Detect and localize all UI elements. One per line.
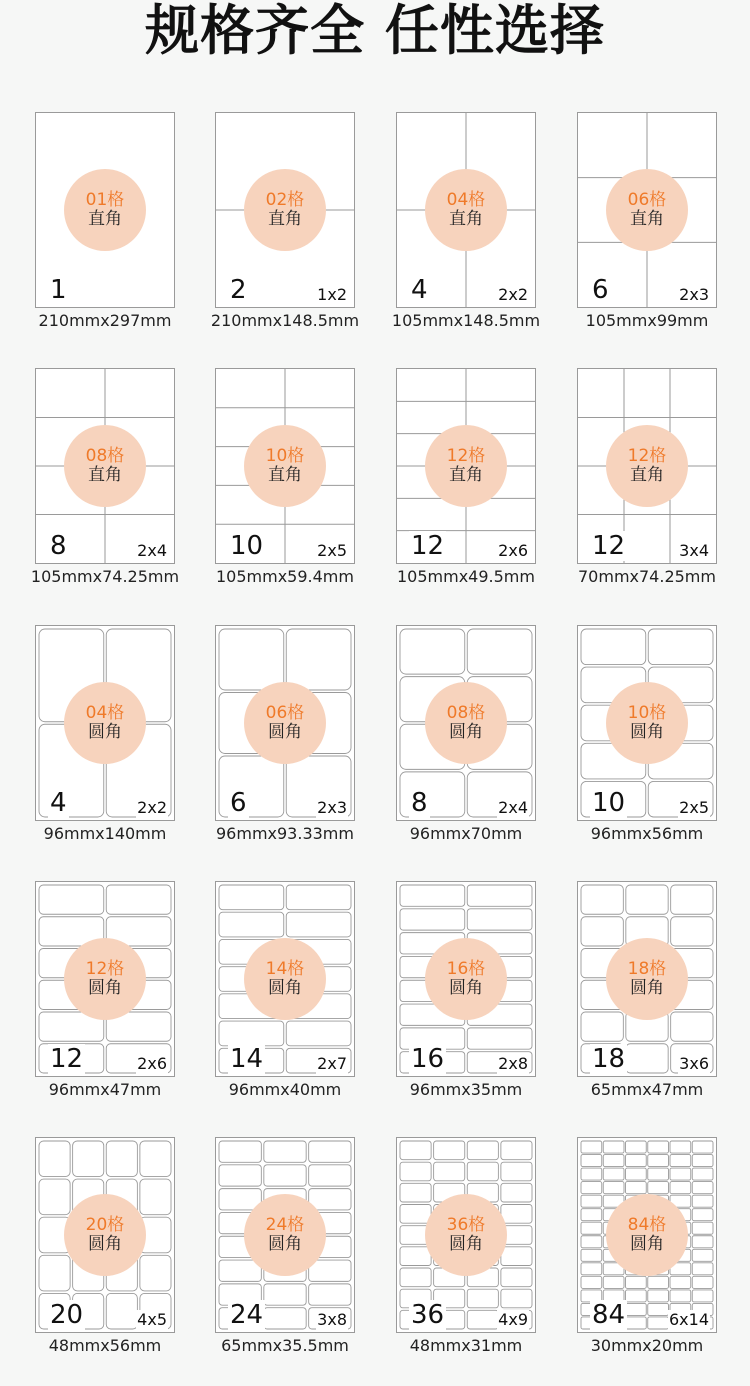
label-count-number: 8 — [411, 788, 428, 818]
sheet-preview — [396, 625, 536, 821]
label-count-badge — [244, 169, 326, 251]
label-slot — [286, 912, 351, 937]
label-slot — [581, 1141, 602, 1153]
badge-corner-text: 圆角 — [630, 1234, 664, 1254]
badge-corner-text: 圆角 — [268, 1234, 302, 1254]
page-title: 规格齐全 任性选择 — [145, 0, 605, 62]
badge-count-text: 18格 — [627, 959, 667, 979]
label-slot — [467, 1310, 498, 1329]
label-slot — [73, 1141, 104, 1177]
label-size-caption: 105mmx99mm — [585, 311, 709, 330]
label-slot — [219, 1165, 261, 1186]
label-slot — [400, 1183, 431, 1202]
label-slot — [648, 1290, 669, 1302]
label-slot — [670, 1141, 691, 1153]
badge-count-text: 84格 — [627, 1215, 667, 1235]
label-count-number: 20 — [50, 1300, 84, 1330]
badge-count-text: 10格 — [265, 446, 305, 466]
label-slot — [648, 1303, 669, 1315]
badge-corner-text: 圆角 — [449, 978, 483, 998]
label-slot — [670, 1168, 691, 1180]
label-slot — [39, 1179, 70, 1215]
grid-dimension-label: 2x4 — [137, 541, 167, 560]
label-slot — [400, 909, 465, 930]
label-count-number: 36 — [411, 1300, 445, 1330]
label-slot — [603, 1141, 624, 1153]
label-count-number: 1 — [50, 275, 67, 305]
label-slot — [581, 885, 623, 914]
label-size-caption: 105mmx49.5mm — [397, 567, 535, 586]
badge-count-text: 10格 — [627, 703, 667, 723]
label-slot — [467, 1162, 498, 1181]
label-count-badge — [64, 425, 146, 507]
label-slot — [648, 1182, 669, 1194]
label-slot — [581, 1209, 602, 1221]
label-count-badge — [425, 1194, 507, 1276]
label-count-number: 6 — [230, 788, 247, 818]
label-slot — [581, 1249, 602, 1261]
label-slot — [670, 1155, 691, 1167]
label-count-badge — [425, 938, 507, 1020]
badge-count-text: 08格 — [85, 446, 125, 466]
label-slot — [140, 1179, 171, 1215]
sheet-preview — [215, 1137, 355, 1333]
label-slot — [692, 1222, 713, 1234]
label-slot — [219, 912, 284, 937]
label-slot — [501, 1289, 532, 1308]
label-slot — [626, 885, 668, 914]
badge-count-text: 02格 — [265, 190, 305, 210]
badge-corner-text: 直角 — [88, 465, 122, 485]
label-slot — [39, 885, 104, 914]
sheet-preview — [35, 368, 175, 564]
label-slot — [581, 629, 646, 665]
label-size-caption: 96mmx47mm — [48, 1080, 162, 1099]
badge-corner-text: 直角 — [268, 465, 302, 485]
label-count-badge — [606, 169, 688, 251]
label-slot — [671, 885, 713, 914]
label-count-badge — [64, 169, 146, 251]
label-count-number: 10 — [230, 531, 264, 561]
label-count-badge — [606, 1194, 688, 1276]
label-slot — [603, 1155, 624, 1167]
label-count-number: 12 — [411, 531, 445, 561]
sheet-preview — [35, 881, 175, 1077]
label-slot — [106, 1141, 137, 1177]
badge-corner-text: 直角 — [268, 209, 302, 229]
label-count-badge — [606, 938, 688, 1020]
label-size-caption: 105mmx74.25mm — [30, 567, 180, 586]
label-count-badge — [64, 682, 146, 764]
label-slot — [434, 1162, 465, 1181]
grid-dimension-label: 2x4 — [498, 798, 528, 817]
label-size-caption: 210mmx148.5mm — [210, 311, 360, 330]
label-slot — [219, 1021, 284, 1046]
label-slot — [309, 1165, 351, 1186]
label-slot — [626, 1290, 647, 1302]
label-size-caption: 96mmx70mm — [409, 824, 523, 843]
badge-count-text: 20格 — [85, 1215, 125, 1235]
label-slot — [140, 1141, 171, 1177]
label-count-number: 84 — [592, 1300, 626, 1330]
label-slot — [309, 1284, 351, 1305]
label-slot — [626, 1141, 647, 1153]
label-slot — [692, 1209, 713, 1221]
sheet-preview — [577, 625, 717, 821]
label-size-caption: 30mmx20mm — [590, 1336, 704, 1355]
badge-count-text: 12格 — [446, 446, 486, 466]
label-slot — [692, 1290, 713, 1302]
grid-dimension-label: 2x2 — [498, 285, 528, 304]
label-slot — [671, 1012, 713, 1041]
grid-dimension-label: 2x3 — [679, 285, 709, 304]
label-count-number: 16 — [411, 1044, 445, 1074]
label-count-number: 18 — [592, 1044, 626, 1074]
sheet-preview — [577, 368, 717, 564]
label-slot — [692, 1236, 713, 1248]
label-slot — [648, 1141, 669, 1153]
badge-count-text: 12格 — [627, 446, 667, 466]
label-slot — [400, 629, 465, 674]
label-slot — [219, 885, 284, 910]
label-size-caption: 96mmx40mm — [228, 1080, 342, 1099]
label-slot — [648, 629, 713, 665]
sheet-preview — [396, 1137, 536, 1333]
label-slot — [626, 1168, 647, 1180]
label-slot — [501, 1205, 532, 1224]
label-slot — [692, 1263, 713, 1275]
label-slot — [309, 1141, 351, 1162]
label-slot — [140, 1255, 171, 1291]
badge-corner-text: 圆角 — [88, 1234, 122, 1254]
grid-dimension-label: 2x5 — [679, 798, 709, 817]
label-size-caption: 105mmx59.4mm — [216, 567, 354, 586]
label-count-number: 2 — [230, 275, 247, 305]
label-slot — [603, 1276, 624, 1288]
label-count-badge — [244, 1194, 326, 1276]
label-slot — [434, 1141, 465, 1160]
label-slot — [692, 1249, 713, 1261]
badge-corner-text: 直角 — [88, 209, 122, 229]
label-count-badge — [64, 938, 146, 1020]
badge-corner-text: 直角 — [630, 465, 664, 485]
sheet-preview — [215, 112, 355, 308]
sheet-preview — [396, 881, 536, 1077]
sheet-preview — [577, 881, 717, 1077]
grid-dimension-label: 2x6 — [137, 1054, 167, 1073]
label-slot — [626, 1182, 647, 1194]
label-slot — [286, 629, 351, 690]
label-slot — [286, 1021, 351, 1046]
label-slot — [581, 1236, 602, 1248]
label-slot — [581, 1222, 602, 1234]
badge-count-text: 06格 — [265, 703, 305, 723]
label-slot — [264, 1308, 306, 1329]
grid-dimension-label: 3x6 — [679, 1054, 709, 1073]
label-slot — [467, 1028, 532, 1049]
sheet-preview — [215, 881, 355, 1077]
label-slot — [467, 885, 532, 906]
label-slot — [692, 1276, 713, 1288]
label-slot — [106, 885, 171, 914]
sheet-preview — [35, 625, 175, 821]
badge-corner-text: 圆角 — [630, 978, 664, 998]
label-slot — [692, 1155, 713, 1167]
label-slot — [670, 1290, 691, 1302]
label-count-number: 4 — [411, 275, 428, 305]
label-slot — [106, 1293, 137, 1329]
label-size-caption: 96mmx56mm — [590, 824, 704, 843]
badge-corner-text: 圆角 — [88, 722, 122, 742]
grid-dimension-label: 2x7 — [317, 1054, 347, 1073]
sheet-preview — [35, 112, 175, 308]
label-slot — [501, 1162, 532, 1181]
label-size-caption: 48mmx31mm — [409, 1336, 523, 1355]
grid-dimension-label: 1x2 — [317, 285, 347, 304]
badge-count-text: 04格 — [446, 190, 486, 210]
label-slot — [648, 1168, 669, 1180]
badge-count-text: 14格 — [265, 959, 305, 979]
grid-dimension-label: 4x5 — [137, 1310, 167, 1329]
label-slot — [670, 1182, 691, 1194]
label-size-caption: 210mmx297mm — [38, 311, 172, 330]
label-slot — [692, 1141, 713, 1153]
label-slot — [219, 629, 284, 690]
badge-corner-text: 直角 — [449, 209, 483, 229]
label-slot — [648, 1317, 669, 1329]
label-slot — [581, 917, 623, 946]
label-slot — [501, 1268, 532, 1287]
sheet-preview — [577, 1137, 717, 1333]
label-slot — [39, 1255, 70, 1291]
label-slot — [648, 1155, 669, 1167]
label-slot — [467, 1289, 498, 1308]
label-slot — [581, 1182, 602, 1194]
grid-dimension-label: 2x5 — [317, 541, 347, 560]
sheet-preview — [577, 112, 717, 308]
sheet-preview — [396, 368, 536, 564]
label-slot — [626, 1155, 647, 1167]
label-slot — [626, 1044, 668, 1073]
label-count-number: 14 — [230, 1044, 264, 1074]
grid-dimension-label: 3x8 — [317, 1310, 347, 1329]
label-count-badge — [64, 1194, 146, 1276]
grid-dimension-label: 6x14 — [668, 1310, 709, 1329]
label-slot — [400, 1268, 431, 1287]
label-count-badge — [425, 682, 507, 764]
label-count-badge — [244, 682, 326, 764]
badge-count-text: 08格 — [446, 703, 486, 723]
badge-corner-text: 圆角 — [449, 722, 483, 742]
label-size-caption: 105mmx148.5mm — [391, 311, 541, 330]
label-slot — [400, 885, 465, 906]
label-slot — [309, 1260, 351, 1281]
label-slot — [467, 629, 532, 674]
label-slot — [626, 1317, 647, 1329]
label-count-badge — [244, 425, 326, 507]
badge-corner-text: 圆角 — [88, 978, 122, 998]
label-slot — [603, 1168, 624, 1180]
badge-corner-text: 圆角 — [268, 722, 302, 742]
label-slot — [581, 1276, 602, 1288]
label-slot — [581, 1012, 623, 1041]
label-slot — [39, 1141, 70, 1177]
label-slot — [671, 917, 713, 946]
sheet-preview — [396, 112, 536, 308]
label-count-number: 12 — [50, 1044, 84, 1074]
grid-dimension-label: 2x8 — [498, 1054, 528, 1073]
label-slot — [603, 1182, 624, 1194]
label-slot — [670, 1276, 691, 1288]
label-slot — [626, 1276, 647, 1288]
label-count-number: 24 — [230, 1300, 264, 1330]
badge-count-text: 36格 — [446, 1215, 486, 1235]
grid-dimension-label: 3x4 — [679, 541, 709, 560]
label-slot — [581, 1263, 602, 1275]
label-slot — [400, 1162, 431, 1181]
badge-corner-text: 圆角 — [268, 978, 302, 998]
badge-count-text: 16格 — [446, 959, 486, 979]
label-count-badge — [425, 425, 507, 507]
label-slot — [692, 1182, 713, 1194]
label-count-badge — [425, 169, 507, 251]
sheet-preview — [215, 625, 355, 821]
grid-dimension-label: 2x6 — [498, 541, 528, 560]
label-slot — [692, 1195, 713, 1207]
grid-dimension-label: 4x9 — [498, 1310, 528, 1329]
sheet-preview — [35, 1137, 175, 1333]
badge-count-text: 04格 — [85, 703, 125, 723]
label-count-number: 12 — [592, 531, 626, 561]
label-count-badge — [606, 682, 688, 764]
badge-count-text: 24格 — [265, 1215, 305, 1235]
label-count-number: 4 — [50, 788, 67, 818]
label-size-caption: 96mmx93.33mm — [216, 824, 354, 843]
label-count-badge — [244, 938, 326, 1020]
label-size-caption: 65mmx47mm — [590, 1080, 704, 1099]
label-slot — [264, 1165, 306, 1186]
label-count-badge — [606, 425, 688, 507]
badge-corner-text: 直角 — [630, 209, 664, 229]
label-count-number: 8 — [50, 531, 67, 561]
label-slot — [626, 1303, 647, 1315]
label-slot — [581, 1168, 602, 1180]
badge-count-text: 12格 — [85, 959, 125, 979]
label-size-caption: 70mmx74.25mm — [578, 567, 716, 586]
grid-dimension-label: 2x2 — [137, 798, 167, 817]
badge-corner-text: 圆角 — [449, 1234, 483, 1254]
label-size-caption: 65mmx35.5mm — [221, 1336, 349, 1355]
label-slot — [467, 1141, 498, 1160]
label-slot — [400, 1247, 431, 1266]
label-slot — [501, 1247, 532, 1266]
badge-count-text: 01格 — [85, 190, 125, 210]
label-slot — [467, 909, 532, 930]
label-slot — [581, 1155, 602, 1167]
label-slot — [581, 1195, 602, 1207]
badge-corner-text: 圆角 — [630, 722, 664, 742]
label-slot — [264, 1284, 306, 1305]
label-slot — [286, 885, 351, 910]
sheet-preview — [215, 368, 355, 564]
badge-count-text: 06格 — [627, 190, 667, 210]
label-slot — [219, 1141, 261, 1162]
label-slot — [648, 1276, 669, 1288]
label-count-number: 10 — [592, 788, 626, 818]
label-slot — [692, 1168, 713, 1180]
label-size-caption: 96mmx35mm — [409, 1080, 523, 1099]
label-size-caption: 96mmx140mm — [43, 824, 167, 843]
label-slot — [400, 1141, 431, 1160]
label-size-caption: 48mmx56mm — [48, 1336, 162, 1355]
label-slot — [501, 1183, 532, 1202]
grid-dimension-label: 2x3 — [317, 798, 347, 817]
label-slot — [264, 1141, 306, 1162]
badge-corner-text: 直角 — [449, 465, 483, 485]
label-count-number: 6 — [592, 275, 609, 305]
label-slot — [501, 1141, 532, 1160]
